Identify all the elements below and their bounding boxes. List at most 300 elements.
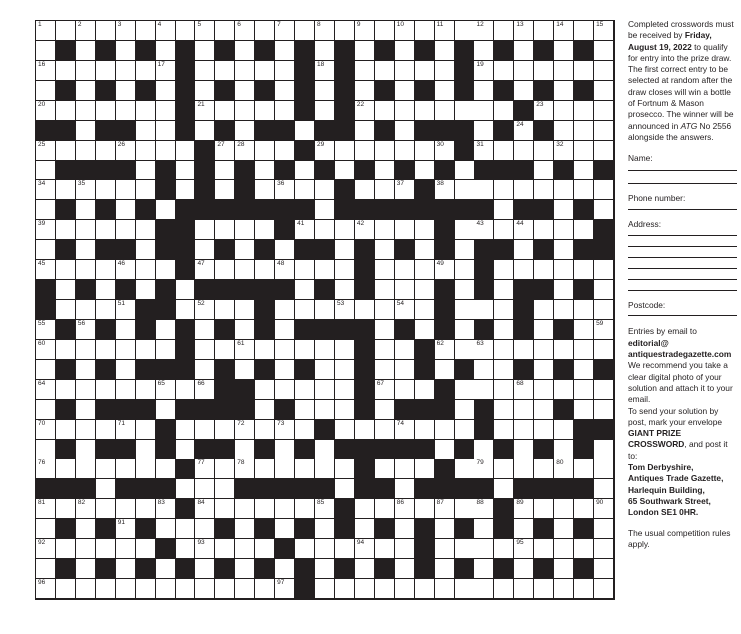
grid-cell[interactable] [335, 21, 355, 41]
grid-cell[interactable] [415, 320, 435, 340]
grid-cell[interactable] [435, 360, 455, 380]
grid-cell[interactable] [195, 579, 215, 599]
grid-cell[interactable] [455, 280, 475, 300]
grid-cell[interactable] [514, 579, 534, 599]
grid-cell[interactable] [76, 300, 96, 320]
grid-cell[interactable] [116, 81, 136, 101]
grid-cell[interactable] [375, 360, 395, 380]
grid-cell[interactable] [335, 300, 355, 320]
grid-cell[interactable] [96, 579, 116, 599]
grid-cell[interactable] [56, 459, 76, 479]
grid-cell[interactable] [335, 260, 355, 280]
grid-cell[interactable] [594, 81, 614, 101]
grid-cell[interactable] [355, 499, 375, 519]
grid-cell[interactable] [415, 280, 435, 300]
grid-cell[interactable] [375, 499, 395, 519]
grid-cell[interactable] [335, 479, 355, 499]
grid-cell[interactable] [534, 360, 554, 380]
grid-cell[interactable] [215, 479, 235, 499]
grid-cell[interactable] [355, 61, 375, 81]
grid-cell[interactable] [355, 579, 375, 599]
grid-cell[interactable] [76, 61, 96, 81]
grid-cell[interactable] [36, 559, 56, 579]
grid-cell[interactable] [574, 380, 594, 400]
grid-cell[interactable] [395, 559, 415, 579]
grid-cell[interactable] [36, 519, 56, 539]
grid-cell[interactable] [295, 400, 315, 420]
grid-cell[interactable] [116, 539, 136, 559]
grid-cell[interactable] [355, 519, 375, 539]
grid-cell[interactable] [395, 141, 415, 161]
grid-cell[interactable] [275, 360, 295, 380]
grid-cell[interactable] [195, 360, 215, 380]
grid-cell[interactable] [534, 579, 554, 599]
grid-cell[interactable] [275, 141, 295, 161]
grid-cell[interactable] [534, 539, 554, 559]
grid-cell[interactable] [395, 180, 415, 200]
grid-cell[interactable] [534, 61, 554, 81]
grid-cell[interactable] [315, 21, 335, 41]
grid-cell[interactable] [574, 360, 594, 380]
grid-cell[interactable] [36, 141, 56, 161]
grid-cell[interactable] [116, 459, 136, 479]
grid-cell[interactable] [76, 539, 96, 559]
grid-cell[interactable] [375, 220, 395, 240]
grid-cell[interactable] [455, 180, 475, 200]
grid-cell[interactable] [554, 200, 574, 220]
grid-cell[interactable] [355, 420, 375, 440]
grid-cell[interactable] [554, 539, 574, 559]
grid-cell[interactable] [474, 101, 494, 121]
grid-cell[interactable] [255, 61, 275, 81]
grid-cell[interactable] [594, 400, 614, 420]
grid-cell[interactable] [215, 21, 235, 41]
grid-cell[interactable] [375, 420, 395, 440]
grid-cell[interactable] [76, 21, 96, 41]
grid-cell[interactable] [56, 340, 76, 360]
grid-cell[interactable] [156, 200, 176, 220]
grid-cell[interactable] [136, 539, 156, 559]
grid-cell[interactable] [156, 380, 176, 400]
grid-cell[interactable] [295, 161, 315, 181]
grid-cell[interactable] [255, 180, 275, 200]
grid-cell[interactable] [554, 420, 574, 440]
grid-cell[interactable] [195, 240, 215, 260]
grid-cell[interactable] [235, 360, 255, 380]
grid-cell[interactable] [375, 21, 395, 41]
grid-cell[interactable] [534, 101, 554, 121]
grid-cell[interactable] [554, 380, 574, 400]
grid-cell[interactable] [395, 360, 415, 380]
grid-cell[interactable] [136, 141, 156, 161]
grid-cell[interactable] [494, 220, 514, 240]
grid-cell[interactable] [375, 101, 395, 121]
grid-cell[interactable] [514, 380, 534, 400]
grid-cell[interactable] [36, 340, 56, 360]
grid-cell[interactable] [455, 420, 475, 440]
grid-cell[interactable] [195, 21, 215, 41]
grid-cell[interactable] [56, 280, 76, 300]
grid-cell[interactable] [494, 320, 514, 340]
grid-cell[interactable] [315, 400, 335, 420]
grid-cell[interactable] [494, 21, 514, 41]
grid-cell[interactable] [435, 579, 455, 599]
grid-cell[interactable] [315, 260, 335, 280]
grid-cell[interactable] [36, 539, 56, 559]
grid-cell[interactable] [415, 21, 435, 41]
grid-cell[interactable] [594, 499, 614, 519]
grid-cell[interactable] [534, 400, 554, 420]
grid-cell[interactable] [494, 380, 514, 400]
grid-cell[interactable] [574, 340, 594, 360]
grid-cell[interactable] [554, 220, 574, 240]
grid-cell[interactable] [156, 519, 176, 539]
grid-cell[interactable] [415, 300, 435, 320]
grid-cell[interactable] [455, 320, 475, 340]
grid-cell[interactable] [96, 180, 116, 200]
grid-cell[interactable] [494, 101, 514, 121]
grid-cell[interactable] [235, 61, 255, 81]
grid-cell[interactable] [435, 41, 455, 61]
grid-cell[interactable] [215, 579, 235, 599]
grid-cell[interactable] [534, 141, 554, 161]
grid-cell[interactable] [235, 320, 255, 340]
grid-cell[interactable] [594, 380, 614, 400]
grid-cell[interactable] [215, 499, 235, 519]
grid-cell[interactable] [76, 380, 96, 400]
grid-cell[interactable] [116, 141, 136, 161]
grid-cell[interactable] [554, 300, 574, 320]
grid-cell[interactable] [76, 459, 96, 479]
grid-cell[interactable] [574, 161, 594, 181]
grid-cell[interactable] [435, 519, 455, 539]
grid-cell[interactable] [494, 459, 514, 479]
grid-cell[interactable] [36, 579, 56, 599]
grid-cell[interactable] [335, 240, 355, 260]
grid-cell[interactable] [36, 320, 56, 340]
grid-cell[interactable] [136, 420, 156, 440]
grid-cell[interactable] [375, 141, 395, 161]
grid-cell[interactable] [315, 519, 335, 539]
grid-cell[interactable] [375, 400, 395, 420]
grid-cell[interactable] [96, 260, 116, 280]
grid-cell[interactable] [574, 320, 594, 340]
grid-cell[interactable] [275, 21, 295, 41]
grid-cell[interactable] [514, 559, 534, 579]
grid-cell[interactable] [235, 141, 255, 161]
grid-cell[interactable] [136, 121, 156, 141]
grid-cell[interactable] [315, 220, 335, 240]
grid-cell[interactable] [235, 420, 255, 440]
grid-cell[interactable] [295, 21, 315, 41]
grid-cell[interactable] [195, 459, 215, 479]
grid-cell[interactable] [195, 101, 215, 121]
grid-cell[interactable] [136, 380, 156, 400]
grid-cell[interactable] [415, 260, 435, 280]
grid-cell[interactable] [215, 420, 235, 440]
grid-cell[interactable] [116, 300, 136, 320]
grid-cell[interactable] [156, 141, 176, 161]
grid-cell[interactable] [335, 360, 355, 380]
grid-cell[interactable] [574, 459, 594, 479]
grid-cell[interactable] [255, 21, 275, 41]
grid-cell[interactable] [295, 499, 315, 519]
grid-cell[interactable] [554, 41, 574, 61]
grid-cell[interactable] [554, 61, 574, 81]
grid-cell[interactable] [176, 479, 196, 499]
grid-cell[interactable] [176, 280, 196, 300]
grid-cell[interactable] [215, 180, 235, 200]
grid-cell[interactable] [76, 240, 96, 260]
grid-cell[interactable] [56, 101, 76, 121]
grid-cell[interactable] [554, 21, 574, 41]
grid-cell[interactable] [395, 121, 415, 141]
grid-cell[interactable] [594, 121, 614, 141]
grid-cell[interactable] [395, 479, 415, 499]
grid-cell[interactable] [156, 400, 176, 420]
grid-cell[interactable] [156, 459, 176, 479]
grid-cell[interactable] [315, 360, 335, 380]
grid-cell[interactable] [315, 539, 335, 559]
grid-cell[interactable] [455, 161, 475, 181]
grid-cell[interactable] [275, 380, 295, 400]
grid-cell[interactable] [534, 380, 554, 400]
grid-cell[interactable] [435, 499, 455, 519]
grid-cell[interactable] [215, 459, 235, 479]
grid-cell[interactable] [554, 440, 574, 460]
grid-cell[interactable] [415, 420, 435, 440]
grid-cell[interactable] [455, 21, 475, 41]
grid-cell[interactable] [455, 240, 475, 260]
grid-cell[interactable] [156, 101, 176, 121]
grid-cell[interactable] [275, 559, 295, 579]
grid-cell[interactable] [534, 260, 554, 280]
grid-cell[interactable] [395, 101, 415, 121]
grid-cell[interactable] [514, 141, 534, 161]
grid-cell[interactable] [195, 61, 215, 81]
grid-cell[interactable] [395, 260, 415, 280]
grid-cell[interactable] [435, 141, 455, 161]
grid-cell[interactable] [76, 180, 96, 200]
grid-cell[interactable] [355, 539, 375, 559]
grid-cell[interactable] [534, 420, 554, 440]
grid-cell[interactable] [275, 41, 295, 61]
grid-cell[interactable] [295, 121, 315, 141]
grid-cell[interactable] [315, 180, 335, 200]
grid-cell[interactable] [255, 380, 275, 400]
grid-cell[interactable] [315, 81, 335, 101]
grid-cell[interactable] [136, 340, 156, 360]
grid-cell[interactable] [494, 360, 514, 380]
grid-cell[interactable] [415, 141, 435, 161]
grid-cell[interactable] [215, 539, 235, 559]
grid-cell[interactable] [96, 459, 116, 479]
grid-cell[interactable] [594, 559, 614, 579]
grid-cell[interactable] [315, 559, 335, 579]
grid-cell[interactable] [455, 400, 475, 420]
grid-cell[interactable] [474, 579, 494, 599]
grid-cell[interactable] [574, 220, 594, 240]
grid-cell[interactable] [514, 260, 534, 280]
grid-cell[interactable] [136, 21, 156, 41]
grid-cell[interactable] [36, 81, 56, 101]
grid-cell[interactable] [235, 579, 255, 599]
grid-cell[interactable] [295, 340, 315, 360]
grid-cell[interactable] [514, 420, 534, 440]
grid-cell[interactable] [474, 459, 494, 479]
grid-cell[interactable] [76, 200, 96, 220]
grid-cell[interactable] [76, 499, 96, 519]
grid-cell[interactable] [36, 459, 56, 479]
grid-cell[interactable] [156, 559, 176, 579]
grid-cell[interactable] [435, 420, 455, 440]
grid-cell[interactable] [36, 420, 56, 440]
grid-cell[interactable] [275, 240, 295, 260]
grid-cell[interactable] [395, 380, 415, 400]
grid-cell[interactable] [295, 420, 315, 440]
grid-cell[interactable] [494, 340, 514, 360]
grid-cell[interactable] [275, 340, 295, 360]
grid-cell[interactable] [176, 539, 196, 559]
grid-cell[interactable] [594, 41, 614, 61]
grid-cell[interactable] [136, 161, 156, 181]
grid-cell[interactable] [514, 121, 534, 141]
grid-cell[interactable] [534, 499, 554, 519]
grid-cell[interactable] [96, 479, 116, 499]
grid-cell[interactable] [136, 280, 156, 300]
grid-cell[interactable] [315, 380, 335, 400]
grid-cell[interactable] [395, 61, 415, 81]
grid-cell[interactable] [594, 539, 614, 559]
grid-cell[interactable] [176, 161, 196, 181]
grid-cell[interactable] [574, 121, 594, 141]
grid-cell[interactable] [514, 21, 534, 41]
grid-cell[interactable] [574, 300, 594, 320]
grid-cell[interactable] [494, 479, 514, 499]
grid-cell[interactable] [36, 380, 56, 400]
grid-cell[interactable] [534, 220, 554, 240]
grid-cell[interactable] [76, 360, 96, 380]
grid-cell[interactable] [235, 240, 255, 260]
grid-cell[interactable] [275, 420, 295, 440]
grid-cell[interactable] [455, 539, 475, 559]
grid-cell[interactable] [375, 539, 395, 559]
grid-cell[interactable] [474, 300, 494, 320]
grid-cell[interactable] [176, 141, 196, 161]
grid-cell[interactable] [136, 180, 156, 200]
grid-cell[interactable] [335, 380, 355, 400]
grid-cell[interactable] [215, 101, 235, 121]
grid-cell[interactable] [395, 220, 415, 240]
grid-cell[interactable] [96, 499, 116, 519]
grid-cell[interactable] [215, 161, 235, 181]
grid-cell[interactable] [514, 220, 534, 240]
grid-cell[interactable] [415, 240, 435, 260]
grid-cell[interactable] [594, 340, 614, 360]
grid-cell[interactable] [415, 459, 435, 479]
grid-cell[interactable] [295, 220, 315, 240]
grid-cell[interactable] [395, 420, 415, 440]
grid-cell[interactable] [255, 539, 275, 559]
grid-cell[interactable] [395, 499, 415, 519]
grid-cell[interactable] [295, 459, 315, 479]
grid-cell[interactable] [215, 260, 235, 280]
grid-cell[interactable] [36, 440, 56, 460]
grid-cell[interactable] [415, 499, 435, 519]
grid-cell[interactable] [494, 61, 514, 81]
grid-cell[interactable] [455, 260, 475, 280]
grid-cell[interactable] [255, 459, 275, 479]
grid-cell[interactable] [136, 61, 156, 81]
grid-cell[interactable] [375, 380, 395, 400]
grid-cell[interactable] [514, 81, 534, 101]
grid-cell[interactable] [255, 220, 275, 240]
grid-cell[interactable] [176, 380, 196, 400]
grid-cell[interactable] [395, 81, 415, 101]
grid-cell[interactable] [415, 61, 435, 81]
grid-cell[interactable] [534, 340, 554, 360]
grid-cell[interactable] [36, 260, 56, 280]
grid-cell[interactable] [56, 539, 76, 559]
grid-cell[interactable] [116, 260, 136, 280]
grid-cell[interactable] [56, 420, 76, 440]
grid-cell[interactable] [514, 61, 534, 81]
grid-cell[interactable] [215, 300, 235, 320]
grid-cell[interactable] [255, 400, 275, 420]
grid-cell[interactable] [235, 340, 255, 360]
grid-cell[interactable] [156, 499, 176, 519]
grid-cell[interactable] [116, 579, 136, 599]
grid-cell[interactable] [195, 121, 215, 141]
grid-cell[interactable] [275, 320, 295, 340]
grid-cell[interactable] [215, 61, 235, 81]
grid-cell[interactable] [335, 459, 355, 479]
grid-cell[interactable] [235, 121, 255, 141]
grid-cell[interactable] [574, 579, 594, 599]
grid-cell[interactable] [335, 161, 355, 181]
grid-cell[interactable] [375, 280, 395, 300]
grid-cell[interactable] [76, 559, 96, 579]
grid-cell[interactable] [455, 340, 475, 360]
grid-cell[interactable] [176, 180, 196, 200]
grid-cell[interactable] [594, 519, 614, 539]
grid-cell[interactable] [235, 81, 255, 101]
grid-cell[interactable] [136, 499, 156, 519]
grid-cell[interactable] [56, 220, 76, 240]
grid-cell[interactable] [136, 440, 156, 460]
grid-cell[interactable] [435, 21, 455, 41]
grid-cell[interactable] [195, 41, 215, 61]
grid-cell[interactable] [355, 41, 375, 61]
grid-cell[interactable] [255, 340, 275, 360]
grid-cell[interactable] [235, 260, 255, 280]
grid-cell[interactable] [554, 121, 574, 141]
grid-cell[interactable] [275, 300, 295, 320]
grid-cell[interactable] [474, 559, 494, 579]
grid-cell[interactable] [56, 380, 76, 400]
grid-cell[interactable] [574, 400, 594, 420]
grid-cell[interactable] [375, 161, 395, 181]
grid-cell[interactable] [176, 579, 196, 599]
grid-cell[interactable] [554, 141, 574, 161]
grid-cell[interactable] [56, 260, 76, 280]
grid-cell[interactable] [156, 41, 176, 61]
grid-cell[interactable] [116, 360, 136, 380]
grid-cell[interactable] [96, 141, 116, 161]
grid-cell[interactable] [514, 340, 534, 360]
grid-cell[interactable] [474, 81, 494, 101]
grid-cell[interactable] [195, 220, 215, 240]
